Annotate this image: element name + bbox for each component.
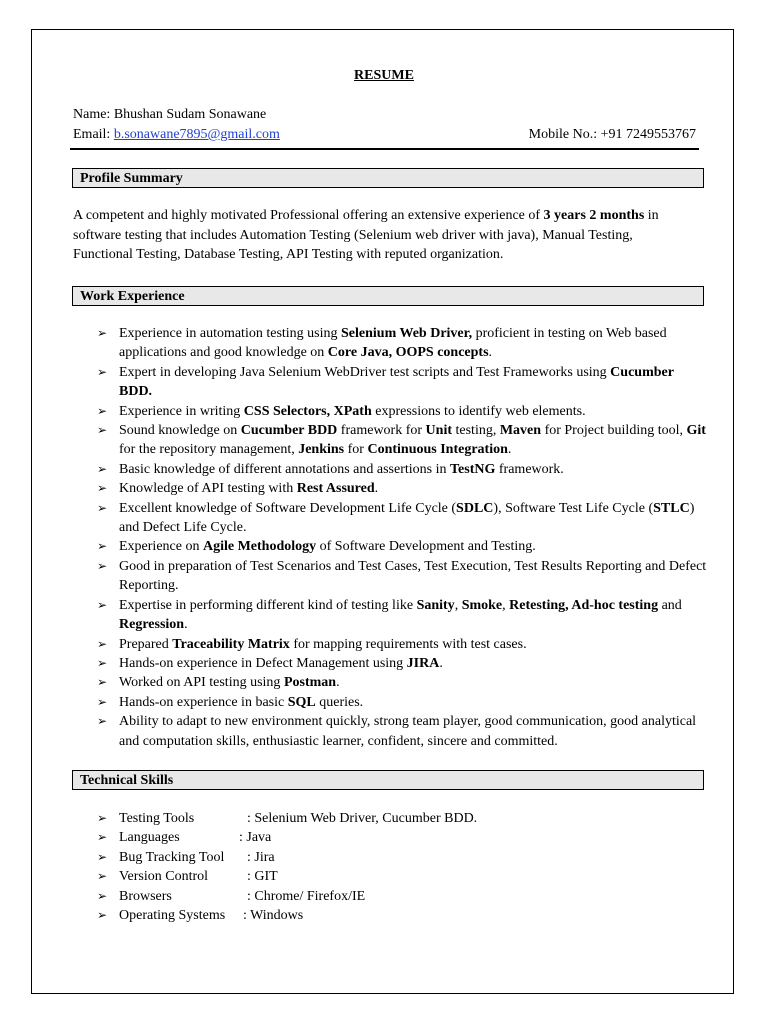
work-experience-list	[97, 324, 707, 751]
arrow-bullet-icon: ➢	[97, 811, 108, 825]
arrow-bullet-icon: ➢	[97, 675, 108, 690]
text: Expertise in performing different kind of testing like	[119, 597, 417, 613]
text: for	[344, 442, 368, 458]
bold-text: Git	[686, 423, 706, 439]
email-line	[73, 127, 280, 143]
resume-title: RESUME	[354, 68, 414, 83]
text: ) and Defect Life Cycle.	[119, 500, 695, 536]
text: proficient in testing on Web based applications and good knowledge on	[119, 326, 667, 361]
skill-value: : Chrome/ Firefox/IE	[247, 888, 366, 904]
text: framework.	[495, 461, 564, 477]
work-experience-item	[97, 635, 707, 654]
arrow-bullet-icon: ➢	[97, 403, 108, 418]
work-experience-header: Work Experience	[72, 286, 704, 306]
text: Basic knowledge of different annotations and assertions in	[119, 461, 450, 477]
text: Ability to adapt to new environment quickly, strong team player, good communication, good analytical and computation skills, enthusiastic learner, confident, sincere and committed.	[119, 714, 697, 749]
text: Worked on API testing using	[119, 675, 284, 691]
mobile-number: Mobile No.: +91 7249553767	[528, 127, 696, 142]
text: .	[507, 442, 512, 458]
technical-skills-list	[97, 809, 707, 925]
bold-text: Maven	[499, 423, 542, 439]
skill-label: Languages	[119, 830, 180, 846]
work-experience-item	[97, 460, 707, 479]
text: Hands-on experience in Defect Management using	[119, 655, 407, 671]
text: Knowledge of API testing with	[119, 481, 297, 497]
bold-text: Regression	[119, 617, 185, 633]
bold-text: Agile Methodology	[202, 539, 317, 555]
work-experience-item	[97, 654, 707, 673]
skill-item	[97, 828, 707, 847]
work-experience-item	[97, 712, 707, 751]
text: Prepared	[119, 636, 173, 652]
skill-label: Bug Tracking Tool	[119, 849, 225, 865]
skill-label: Browsers	[119, 888, 172, 904]
bold-text: JIRA	[406, 655, 440, 671]
arrow-bullet-icon: ➢	[97, 558, 108, 573]
skill-item	[97, 867, 707, 886]
text: ), Software Test Life Cycle (	[493, 500, 654, 516]
skill-item	[97, 848, 707, 867]
work-experience-item	[97, 402, 707, 421]
work-experience-item	[97, 596, 707, 635]
bold-text: Jenkins	[298, 442, 345, 458]
text: Sound knowledge on	[119, 423, 241, 439]
arrow-bullet-icon: ➢	[97, 694, 108, 709]
text: ,	[454, 597, 462, 613]
arrow-bullet-icon: ➢	[97, 830, 108, 845]
bold-text: Selenium Web Driver,	[341, 326, 473, 341]
arrow-bullet-icon: ➢	[97, 500, 108, 515]
text: Hands-on experience in basic	[119, 694, 288, 710]
text: .	[439, 655, 443, 671]
bold-text: Unit	[425, 423, 452, 439]
arrow-bullet-icon: ➢	[97, 655, 108, 670]
skill-value: : GIT	[247, 869, 278, 885]
bold-text: Cucumber BDD.	[119, 364, 674, 400]
text: for the repository management,	[119, 442, 299, 458]
text: .	[184, 617, 188, 633]
text: Excellent knowledge of Software Development Life Cycle (	[119, 500, 457, 516]
skill-value: : Windows	[243, 908, 304, 924]
work-experience-item	[97, 537, 707, 556]
arrow-bullet-icon: ➢	[97, 888, 108, 903]
arrow-bullet-icon: ➢	[97, 869, 108, 884]
arrow-bullet-icon: ➢	[97, 636, 108, 651]
arrow-bullet-icon: ➢	[97, 908, 108, 923]
work-experience-item	[97, 673, 707, 692]
skill-label: Testing Tools	[119, 811, 195, 826]
text: and	[658, 597, 682, 613]
email-label: Email:	[73, 127, 114, 142]
arrow-bullet-icon: ➢	[97, 364, 108, 379]
work-experience-item	[97, 421, 707, 460]
bold-text: CSS Selectors, XPath	[243, 403, 372, 419]
text: expressions to identify web elements.	[371, 403, 586, 419]
bold-text: Rest Assured	[296, 481, 375, 497]
arrow-bullet-icon: ➢	[97, 326, 108, 340]
bold-text: Continuous Integration	[367, 442, 508, 458]
text: .	[374, 481, 379, 497]
skill-value: : Selenium Web Driver, Cucumber BDD.	[247, 811, 478, 826]
text: testing,	[452, 423, 500, 439]
work-experience-item	[97, 479, 707, 498]
arrow-bullet-icon: ➢	[97, 423, 108, 438]
arrow-bullet-icon: ➢	[97, 714, 108, 729]
skill-label: Version Control	[119, 869, 209, 885]
text: .	[336, 675, 340, 691]
bold-text: Smoke	[461, 597, 503, 613]
header-divider	[70, 148, 699, 150]
work-experience-item	[97, 324, 707, 363]
technical-skills-header: Technical Skills	[72, 770, 704, 790]
text: for mapping requirements with test cases.	[289, 636, 527, 652]
bold-text: Sanity	[416, 597, 455, 613]
arrow-bullet-icon: ➢	[97, 597, 108, 612]
text: ,	[502, 597, 510, 613]
bold-text: Core Java, OOPS concepts	[327, 345, 489, 361]
skill-value: : Jira	[247, 849, 275, 865]
text: of Software Development and Testing.	[316, 539, 536, 555]
arrow-bullet-icon: ➢	[97, 481, 108, 496]
email-link[interactable]: b.sonawane7895@gmail.com	[113, 127, 280, 142]
text: Expert in developing Java Selenium WebDriver test scripts and Test Frameworks using	[119, 364, 611, 380]
arrow-bullet-icon: ➢	[97, 849, 108, 864]
text: framework for	[337, 423, 426, 439]
candidate-name: Name: Bhushan Sudam Sonawane	[73, 107, 267, 122]
text: A competent and highly motivated Professional offering an extensive experience of	[73, 208, 544, 223]
bold-text: SQL	[287, 694, 316, 710]
arrow-bullet-icon: ➢	[97, 461, 108, 476]
work-experience-item	[97, 693, 707, 712]
skill-item	[97, 809, 707, 828]
text: Experience in writing	[119, 403, 244, 419]
text: Experience on	[119, 539, 203, 555]
bold-text: TestNG	[450, 461, 496, 477]
bold-text: Postman	[283, 675, 337, 691]
work-experience-item	[97, 499, 707, 538]
text: in software testing that includes Automation Testing (Selenium web driver with java), Manual Testing, Functional Testing, Database Testing, API Testing with reputed organization.	[73, 208, 659, 262]
bold-text: STLC	[653, 500, 690, 516]
work-experience-item	[97, 557, 707, 596]
bold-text: Cucumber BDD	[240, 423, 338, 439]
arrow-bullet-icon: ➢	[97, 539, 108, 554]
text: Good in preparation of Test Scenarios and Test Cases, Test Execution, Test Results Reporting and Defect Reporting.	[119, 558, 707, 594]
skill-value: : Java	[239, 830, 272, 846]
text: for Project building tool,	[541, 423, 687, 439]
bold-text: SDLC	[456, 500, 494, 516]
profile-summary-header: Profile Summary	[72, 168, 704, 188]
skill-item	[97, 887, 707, 906]
bold-text: Retesting, Ad-hoc testing	[509, 597, 659, 613]
skill-item	[97, 906, 707, 925]
skill-label: Operating Systems	[119, 908, 226, 924]
profile-summary-text	[73, 206, 673, 265]
bold-text: Traceability Matrix	[172, 636, 290, 652]
bold-text: 3 years 2 months	[543, 208, 645, 223]
text: queries.	[315, 694, 364, 710]
work-experience-item	[97, 363, 707, 402]
text: .	[488, 345, 493, 361]
text: Experience in automation testing using	[119, 326, 342, 341]
